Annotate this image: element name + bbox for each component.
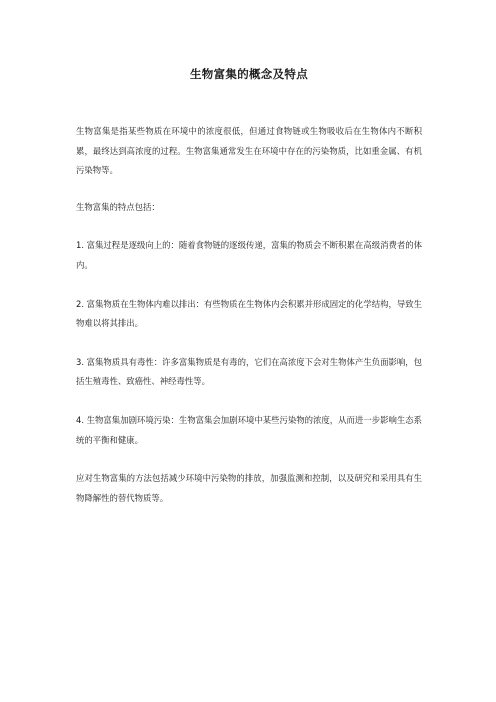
feature-item-3: 3. 富集物质具有毒性：许多富集物质是有毒的，它们在高浓度下会对生物体产生负面影响，包括生殖毒性、致癌性、神经毒性等。	[76, 356, 422, 387]
document-title: 生物富集的概念及特点	[190, 67, 308, 81]
feature-item-4: 4. 生物富集加剧环境污染：生物富集会加剧环境中某些污染物的浓度，从而进一步影响生态系统的平衡和健康。	[76, 414, 422, 445]
conclusion-paragraph: 应对生物富集的方法包括减少环境中污染物的排放，加强监测和控制，以及研究和采用具有生物降解性的替代物质等。	[76, 473, 422, 503]
intro-paragraph: 生物富集是指某些物质在环境中的浓度很低，但通过食物链或生物吸收后在生物体内不断积累，最终达到高浓度的过程。生物富集通常发生在环境中存在的污染物质，比如重金属、有机污染物等。	[76, 126, 422, 176]
feature-item-1: 1. 富集过程是逐级向上的：随着食物链的逐级传递，富集的物质会不断积累在高级消费者的体内。	[76, 240, 422, 270]
feature-item-2: 2. 富集物质在生物体内难以排出：有些物质在生物体内会积累并形成固定的化学结构，导致生物难以将其排出。	[76, 298, 422, 329]
features-lead: 生物富集的特点包括：	[76, 201, 160, 212]
